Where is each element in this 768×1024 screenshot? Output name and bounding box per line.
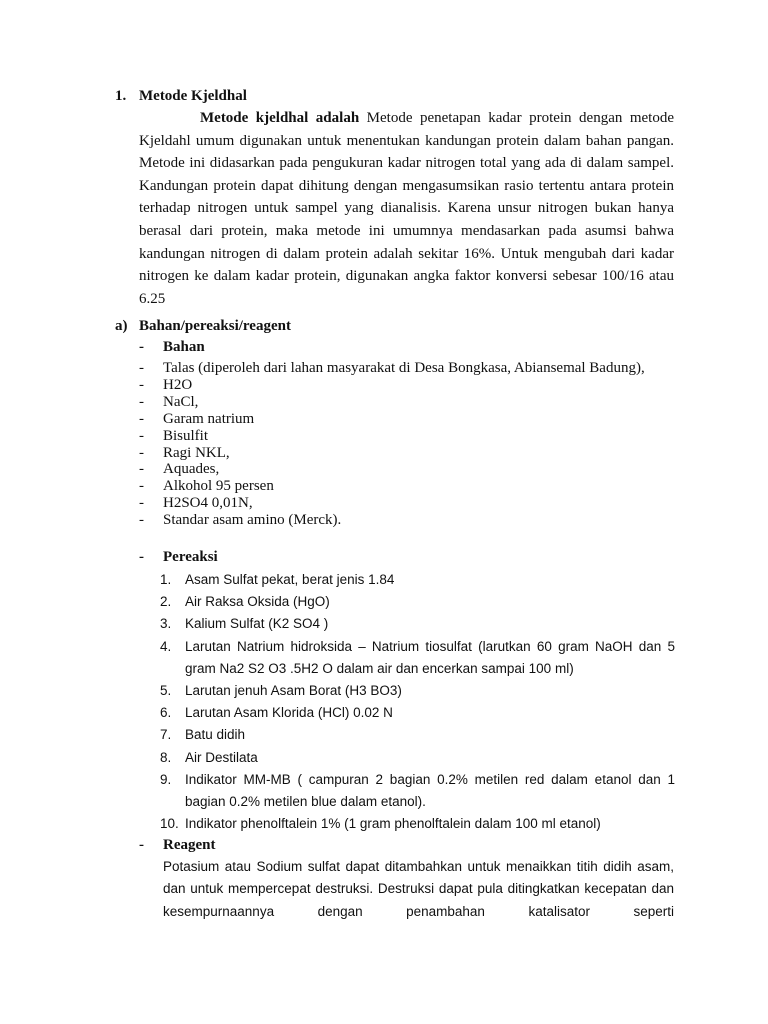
bullet-dash: - <box>139 495 144 512</box>
item-number: 2. <box>160 594 172 610</box>
item-number: 5. <box>160 683 172 699</box>
list-item <box>139 495 645 512</box>
item-number: 8. <box>160 749 172 765</box>
list-item-text: Talas (diperoleh dari lahan masyarakat di Desa Bongkasa, Abiansemal Badung), <box>163 360 645 376</box>
bahan-list <box>139 360 645 529</box>
bullet-dash: - <box>139 444 144 461</box>
pereaksi-list <box>160 569 675 835</box>
list-item-text: Alkohol 95 persen <box>163 478 274 495</box>
list-item-text: Indikator MM-MB ( campuran 2 bagian 0.2% metilen red dalam etanol dan 1 bagian 0.2% metilen blue dalam etanol). <box>185 771 675 810</box>
section-heading <box>115 88 247 105</box>
item-number: 10. <box>160 816 179 832</box>
list-item-text: Air Raksa Oksida (HgO) <box>185 594 330 610</box>
list-item-text: H2SO4 0,01N, <box>163 495 253 512</box>
list-item-text: Larutan Natrium hidroksida – Natrium tiosulfat (larutkan 60 gram NaOH dan 5 gram Na2 S2 O3 .5H2 O dalam air dan encerkan sampai 100 ml) <box>185 638 675 676</box>
bullet-dash: - <box>139 376 144 393</box>
subsection-heading <box>115 318 291 335</box>
reagent-title: Reagent <box>163 837 216 853</box>
list-item-text: Standar asam amino (Merck). <box>163 512 342 529</box>
heading-title: Metode Kjeldhal <box>139 88 247 104</box>
bullet-dash: - <box>139 478 144 495</box>
bahan-heading <box>139 339 205 356</box>
intro-lead: Metode kjeldhal adalah <box>200 110 360 126</box>
list-item <box>160 747 675 769</box>
list-item <box>160 769 675 813</box>
list-item <box>139 394 645 411</box>
list-item <box>160 569 675 591</box>
list-item <box>160 591 675 613</box>
list-item <box>160 813 675 835</box>
subsection-title: Bahan/pereaksi/reagent <box>139 318 291 334</box>
item-number: 7. <box>160 727 172 743</box>
list-item-text: Larutan jenuh Asam Borat (H3 BO3) <box>185 683 402 699</box>
bullet-dash: - <box>139 393 144 410</box>
list-item <box>160 680 675 702</box>
bullet-dash: - <box>139 410 144 427</box>
bullet-dash: - <box>139 427 144 444</box>
reagent-heading <box>139 837 216 854</box>
bullet-dash: - <box>139 512 144 529</box>
subsection-label: a) <box>115 318 128 334</box>
list-item-text: Batu didih <box>185 727 246 743</box>
bullet-dash: - <box>139 360 144 376</box>
list-item-text: Asam Sulfat pekat, berat jenis 1.84 <box>185 572 395 587</box>
list-item <box>160 613 675 635</box>
bullet-dash: - <box>139 461 144 478</box>
list-item <box>139 377 645 394</box>
list-item <box>139 445 645 462</box>
list-item-text: Ragi NKL, <box>163 444 230 461</box>
list-item <box>160 636 675 680</box>
list-item <box>139 411 645 428</box>
heading-number: 1. <box>115 88 127 104</box>
list-item-text: Indikator phenolftalein 1% (1 gram phenolftalein dalam 100 ml etanol) <box>185 816 601 832</box>
list-item-text: Bisulfit <box>163 427 209 444</box>
list-item <box>139 360 645 377</box>
list-item-text: Air Destilata <box>185 749 258 765</box>
reagent-paragraph: Potasium atau Sodium sulfat dapat ditambahkan untuk menaikkan titih didih asam, dan untuk mempercepat destruksi. Destruksi dapat pula ditingkatkan kecepatan dan kesempurnaannya dengan penambahan katalisator seperti <box>163 859 674 919</box>
list-item <box>160 702 675 724</box>
list-item-text: Kalium Sulfat (K2 SO4 ) <box>185 616 329 632</box>
list-item-text: NaCl, <box>163 393 199 410</box>
list-item <box>139 428 645 445</box>
list-item-text: Garam natrium <box>163 410 255 427</box>
bahan-title: Bahan <box>163 339 205 355</box>
intro-body: Metode penetapan kadar protein dengan metode Kjeldahl umum digunakan untuk menentukan kandungan protein dalam bahan pangan. Metode ini didasarkan pada pengukuran kadar nitrogen total yang ada di dalam sampel. Kandungan protein dapat dihitung dengan mengasumsikan rasio tertentu antara protein terhadap nitrogen untuk sampel yang dianalisis. Karena unsur nitrogen bukan hanya berasal dari protein, maka metode ini umumnya mendasarkan pada asumsi bahwa kandungan nitrogen di dalam protein adalah sekitar 16%. Untuk mengubah dari kadar nitrogen ke dalam kadar protein, digunakan angka faktor konversi sebesar 100/16 atau 6.25 <box>139 110 675 307</box>
item-number: 1. <box>160 572 172 587</box>
item-number: 6. <box>160 705 172 721</box>
bullet-dash: - <box>139 837 144 853</box>
list-item-text: Larutan Asam Klorida (HCl) 0.02 N <box>185 705 393 721</box>
list-item <box>139 461 645 478</box>
bullet-dash: - <box>139 549 144 565</box>
list-item-text: Aquades, <box>163 461 220 478</box>
intro-paragraph <box>139 107 674 310</box>
bullet-dash: - <box>139 339 144 355</box>
list-item <box>139 512 645 529</box>
item-number: 4. <box>160 638 172 654</box>
pereaksi-heading <box>139 549 218 566</box>
list-item-text: H2O <box>163 376 193 393</box>
list-item <box>160 724 675 746</box>
pereaksi-title: Pereaksi <box>163 549 218 565</box>
item-number: 9. <box>160 771 172 787</box>
list-item <box>139 478 645 495</box>
item-number: 3. <box>160 616 172 632</box>
